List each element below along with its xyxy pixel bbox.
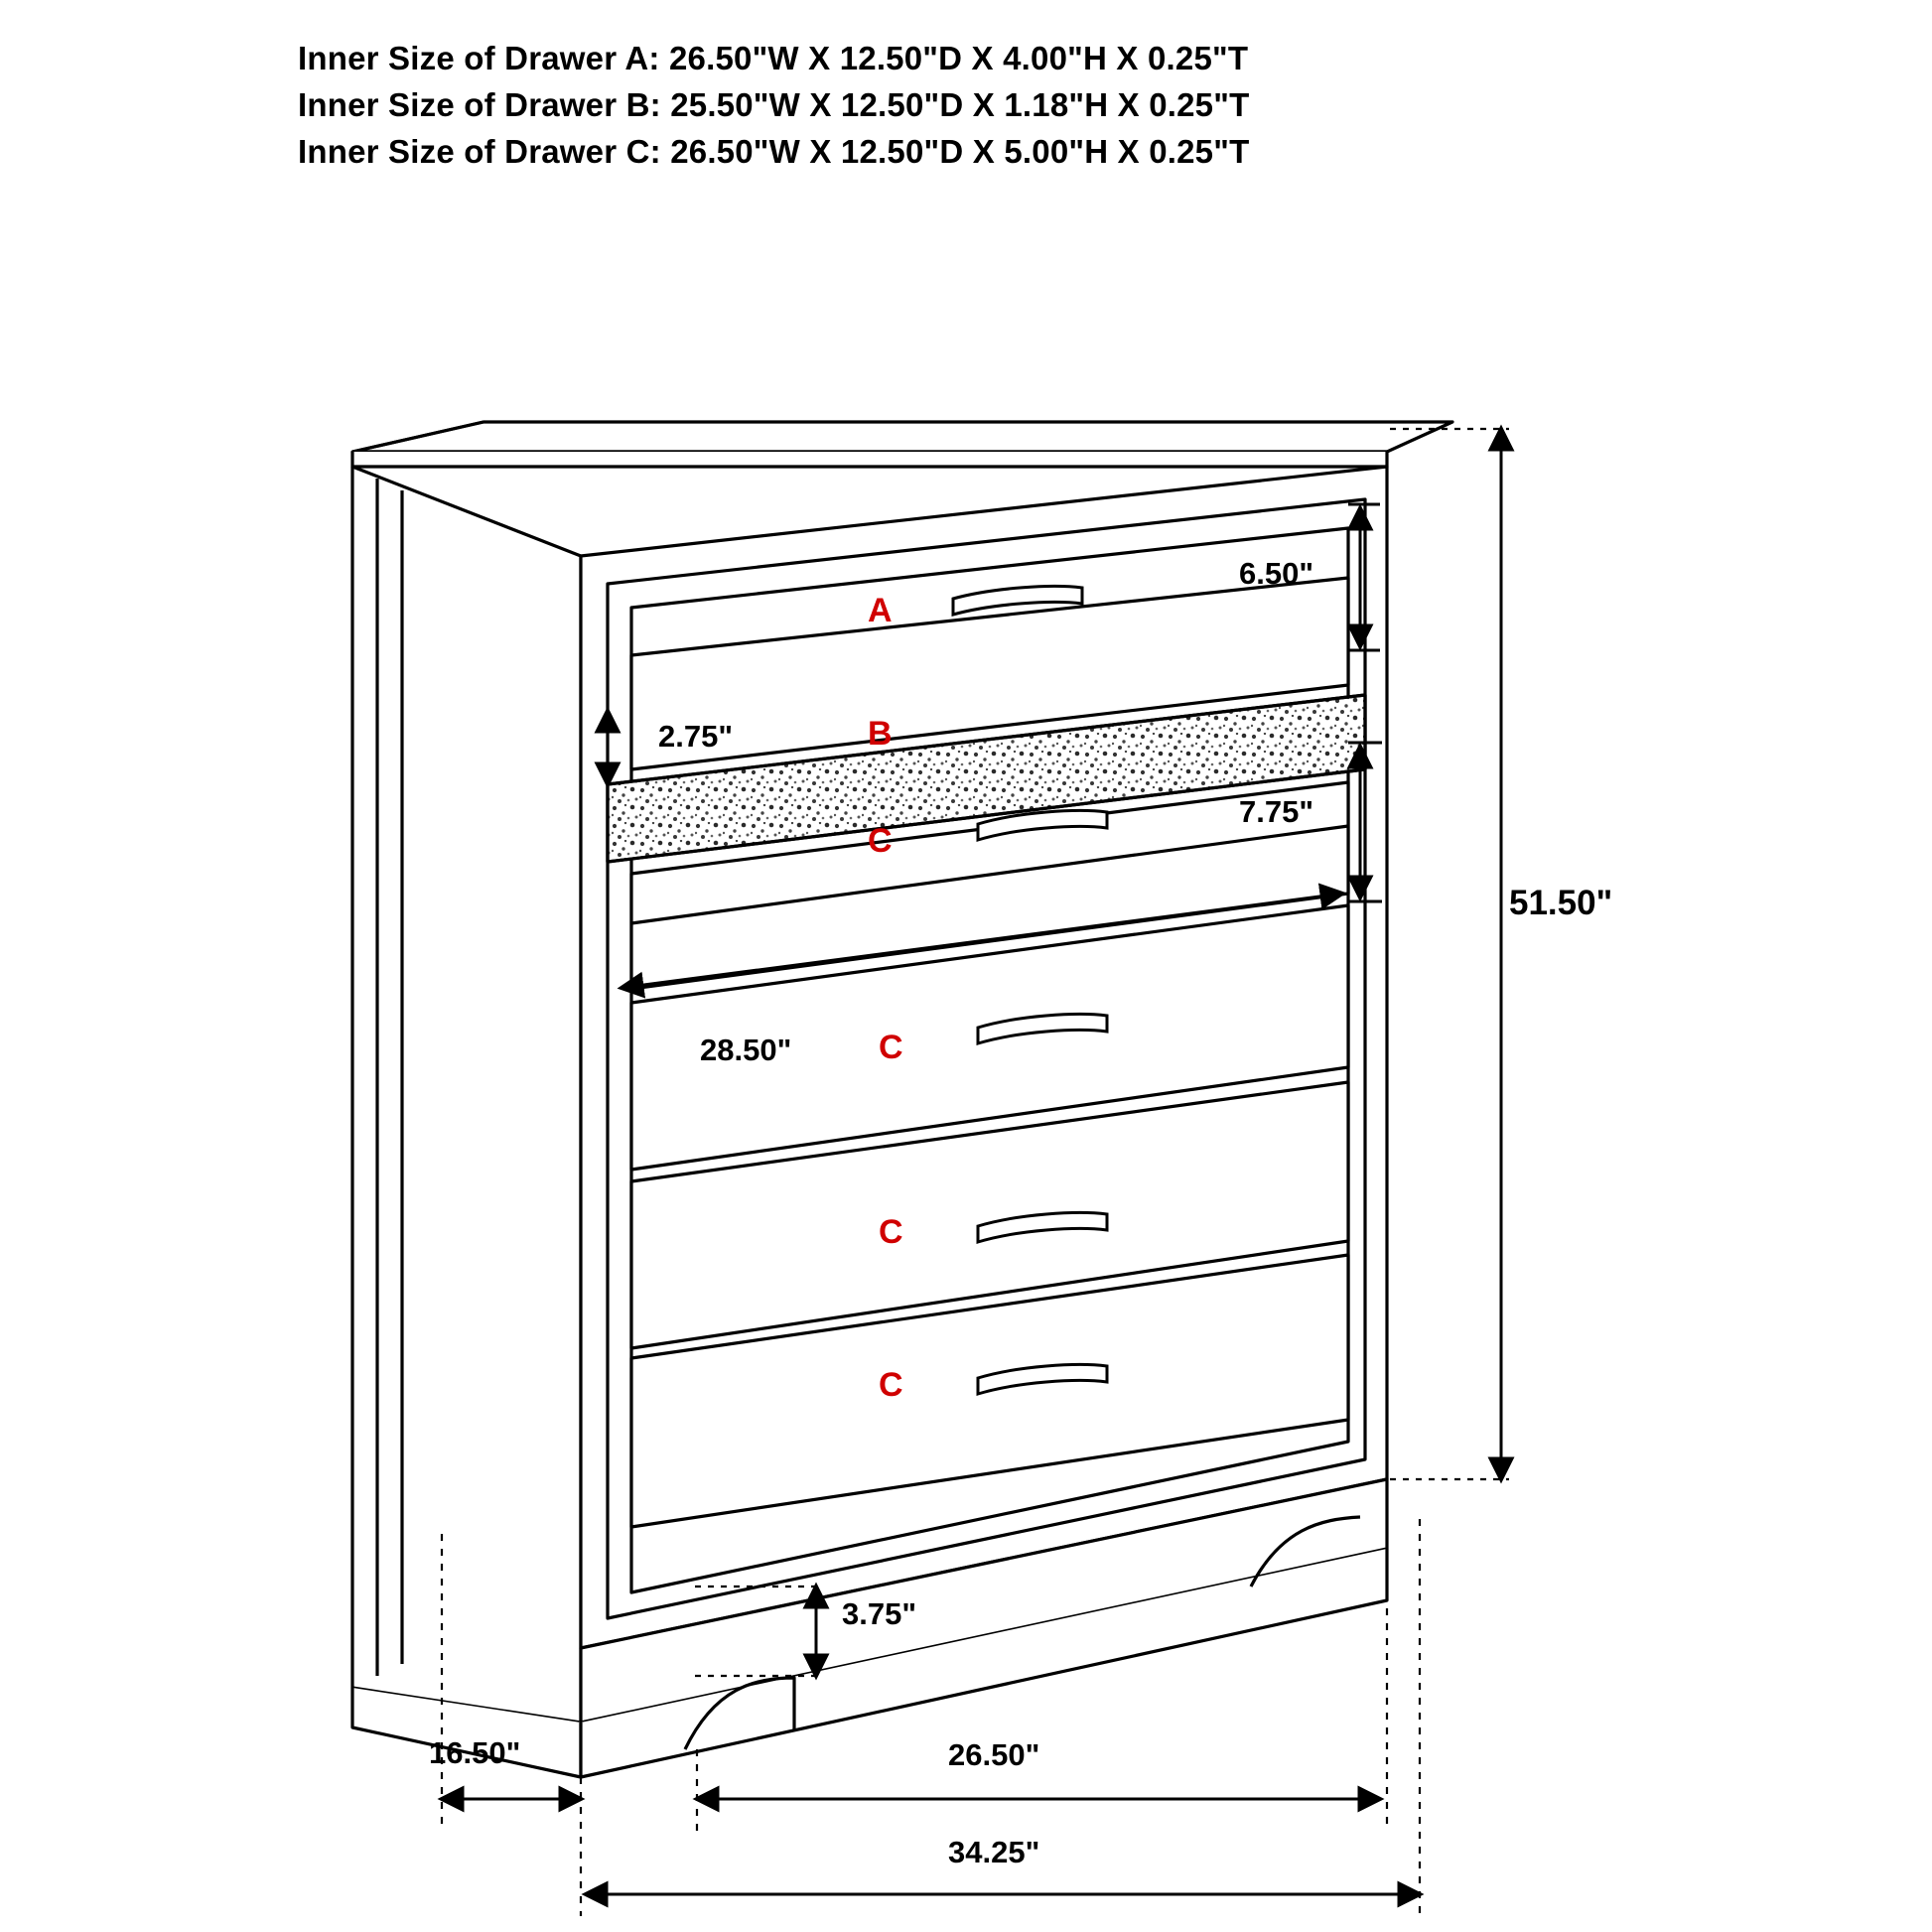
dim-drawer-c-height: 7.75" (1239, 794, 1314, 829)
dim-front-width: 26.50" (948, 1737, 1040, 1772)
dim-total-height: 51.50" (1509, 884, 1613, 922)
dim-drawer-b-height: 2.75" (658, 719, 734, 754)
spec-line-drawer-c: Inner Size of Drawer C: 26.50"W X 12.50"D X 5.00"H X 0.25"T (298, 132, 1250, 170)
drawer-label-c1: C (868, 822, 893, 860)
drawer-label-a: A (868, 592, 893, 629)
drawer-label-c3: C (879, 1213, 903, 1251)
dim-drawer-a-height: 6.50" (1239, 556, 1314, 591)
spec-line-drawer-a: Inner Size of Drawer A: 26.50"W X 12.50"D X 4.00"H X 0.25"T (298, 40, 1249, 76)
dim-side-depth: 16.50" (429, 1735, 521, 1770)
drawer-label-b: B (868, 715, 893, 753)
cabinet-body (352, 422, 1452, 1777)
dim-inner-width: 28.50" (700, 1033, 792, 1067)
drawer-label-c4: C (879, 1366, 903, 1404)
dim-total-width: 34.25" (948, 1835, 1040, 1869)
dim-leg-height: 3.75" (842, 1596, 917, 1631)
drawer-label-c2: C (879, 1029, 903, 1066)
spec-line-drawer-b: Inner Size of Drawer B: 25.50"W X 12.50"D X 1.18"H X 0.25"T (298, 85, 1250, 123)
